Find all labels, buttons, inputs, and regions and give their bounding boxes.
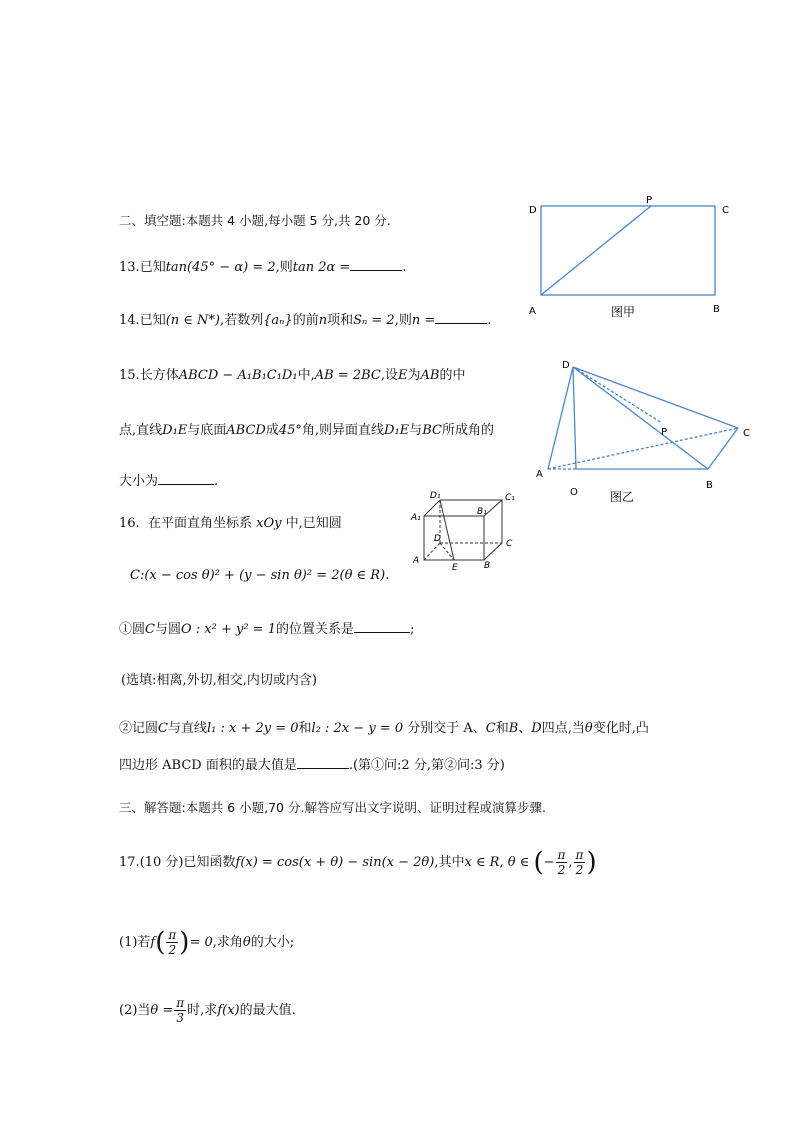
question-17-part2 [119,996,296,1025]
question-16-line1 [119,514,342,534]
q15-d1e: D₁E [162,423,188,438]
q15-bc: BC [422,423,442,438]
label-o: O [570,487,578,498]
label-a: A [536,469,543,480]
q14-mid1: ,若数列 [219,313,264,328]
q15-point-e: E [397,368,408,383]
label-b: B [706,480,713,491]
edge-da [548,367,573,469]
q15-equation: AB = 2BC [314,368,381,383]
label-d: D [562,360,570,371]
q15-text: 点,直线 [119,423,163,438]
q17-score: (10 分) [139,855,184,870]
label-p: P [646,195,653,206]
segment-ap [541,206,651,295]
front-face [424,516,484,560]
q13-number: 13. [119,260,140,275]
q17-interval-open: ( [533,847,544,878]
label-c: C [722,205,729,216]
q17-minus: − [543,855,555,870]
q15-d1e: D₁E [384,423,410,438]
q15-text: ,设 [380,368,398,383]
q17-function: f(x) = cos(x + θ) − sin(x − 2θ) [235,855,435,870]
figure-jia [525,195,740,325]
q16-theta: θ [584,721,593,736]
q17-text: 已知函数 [183,855,236,870]
q17-text: 的最大值. [239,1003,296,1018]
q17-comma: , [568,855,573,870]
q15-text: 与 [409,423,423,438]
question-15-line3 [119,472,218,492]
q15-number: 15. [119,368,140,383]
top-face [424,500,502,516]
label-a: A [413,556,420,566]
q14-condition: (n ∈ N*) [165,313,220,328]
section3-heading: 三、解答题:本题共 6 小题,70 分.解答应写出文字说明、证明过程或演算步骤. [119,800,546,815]
label-c: C [743,428,750,439]
q17-fx: f(x) [217,1003,240,1018]
q13-mid: ,则 [275,260,293,275]
q16-text: 和 [495,721,509,736]
q17-paren-open: ( [155,927,166,958]
label-b1: B₁ [477,507,487,517]
q14-answer-blank[interactable] [435,311,487,324]
label-c: C [506,539,513,549]
question-17-part1 [119,928,294,957]
question-16-part1 [119,620,414,640]
label-b: B [484,561,491,571]
question-17 [119,848,597,877]
q15-text: 所成角的 [441,423,494,438]
q16-text: 、 [518,721,532,736]
q16-line2: l₂ : 2x − y = 0 [311,721,404,736]
q15-text: 中, [297,368,315,383]
q15-text: 大小为 [119,474,159,489]
q16-text: ①圆 [119,622,146,637]
question-16-circle: C:(x − cos θ)² + (y − sin θ)² = 2(θ ∈ R). [130,568,390,583]
q14-sum: Sₙ = 2 [353,313,395,328]
q17-number: 17. [119,855,140,870]
q16-text: 四边形 ABCD 面积的最大值是 [119,758,297,773]
q17-text: 的大小; [250,935,295,950]
q16-text: 分别交于 A、 [403,721,486,736]
q17-text: 时,求 [187,1003,218,1018]
q17-frac-pi-over-3: $\frac{\pi}{3}$ [176,996,185,1025]
q16-b: B [508,721,519,736]
q13-answer-blank[interactable] [350,258,402,271]
q15-angle: 45° [278,423,302,438]
q14-ask: n = [411,313,436,328]
q17-frac-right: $\frac{\pi}{2}$ [575,848,584,877]
edge-ac-dashed [548,428,738,469]
q16-text: 在平面直角坐标系 [147,516,252,531]
q17-theta-eq: θ = [150,1003,174,1018]
q17-paren-close: ) [179,927,190,958]
figure-caption: 图甲 [611,305,636,319]
label-a: A [529,306,536,317]
q15-text: 为 [407,368,421,383]
q17-text: ,求角 [212,935,243,950]
q15-text: 角,则异面直线 [301,423,385,438]
question-16-part2 [119,719,649,739]
q13-ask: tan 2α = [292,260,351,275]
q15-text: 长方体 [139,368,179,383]
q15-text: 与底面 [187,423,227,438]
q16-text: 和 [298,721,312,736]
q16-d: D [531,721,542,736]
q15-end: . [214,474,219,489]
q13-expression: tan(45° − α) = 2 [165,260,276,275]
q17-text: (1)若 [119,935,151,950]
q14-n: n [318,313,328,328]
figure-caption: 图乙 [610,490,635,504]
edge-db [573,367,708,469]
q15-text: 成 [265,423,279,438]
label-d: D [529,205,537,216]
q13-end: . [402,260,407,275]
label-e: E [452,563,458,573]
edge-bc [708,428,738,469]
q16-text: .(第①问:2 分,第②问:3 分) [348,758,505,773]
q16-c: C [145,622,155,637]
q14-number: 14. [119,313,140,328]
question-15-line1 [119,366,465,386]
q16-text: ②记圆 [119,721,159,736]
q14-lead: 已知 [139,313,166,328]
q15-solid: ABCD − A₁B₁C₁D₁ [178,368,298,383]
edge-do [573,367,576,469]
q17-frac-left: $\frac{\pi}{2}$ [557,848,566,877]
q17-interval-close: ) [586,847,597,878]
q14-mid2: 的前 [292,313,319,328]
q16-number: 16. [119,516,140,531]
label-d1: D₁ [430,491,441,501]
hidden-edge-ad [424,543,440,560]
q16-text: 与圆 [154,622,181,637]
question-13 [119,258,406,278]
question-14 [119,311,491,331]
q16-text: 四点,当 [541,721,585,736]
question-16-options: (选填:相离,外切,相交,内切或内含) [121,673,317,688]
q17-theta: θ [242,935,251,950]
q17-text: (2)当 [119,1003,151,1018]
q17-domain: x ∈ R, θ ∈ [464,855,530,870]
label-b: B [713,304,720,315]
figure-yi [530,355,755,505]
q17-equals-zero: = 0 [189,935,213,950]
question-15-line2 [119,421,494,441]
q16-part1-blank[interactable] [354,620,410,633]
q13-lead: 已知 [139,260,166,275]
q15-ab: AB [420,368,440,383]
section2-heading: 二、填空题:本题共 4 小题,每小题 5 分,共 20 分. [119,213,391,228]
q16-c: C [158,721,168,736]
q14-mid3: 项和 [327,313,354,328]
q16-text: 与直线 [167,721,207,736]
q17-f: f [150,935,156,950]
q14-end: . [487,313,492,328]
q17-text: ,其中 [434,855,465,870]
label-p: P [661,427,668,438]
q14-mid4: ,则 [394,313,412,328]
q16-circle-o: O : x² + y² = 1 [180,622,276,637]
q16-part2-blank[interactable] [297,756,349,769]
q17-frac-pi-over-2: $\frac{\pi}{2}$ [168,928,177,957]
q16-text: 变化时,凸 [592,721,649,736]
q16-text: ; [410,622,415,637]
rect-abcd [541,206,715,295]
q16-text: 中,已知圆 [285,516,342,531]
question-16-part2-cont [119,756,505,776]
label-c1: C₁ [505,493,515,503]
q15-abcd: ABCD [226,423,266,438]
label-a1: A₁ [411,513,421,523]
label-d: D [434,534,441,544]
figure-cuboid [410,488,530,573]
q16-text: 的位置关系是 [275,622,354,637]
q16-line1: l₁ : x + 2y = 0 [206,721,299,736]
q16-xoy: xOy [256,516,282,531]
q14-sequence: {aₙ} [263,313,293,328]
q16-c: C [485,721,496,736]
q15-text: 的中 [439,368,466,383]
q15-answer-blank[interactable] [158,472,214,485]
